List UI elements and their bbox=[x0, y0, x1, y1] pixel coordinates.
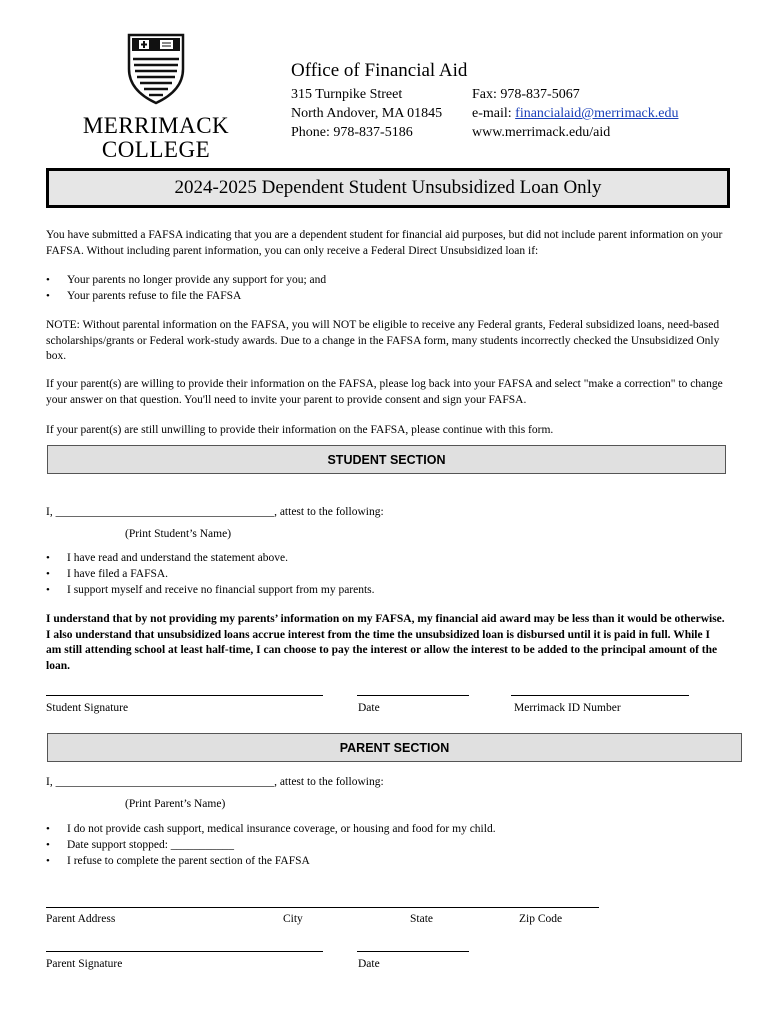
parent-bullet: • Date support stopped: ___________ bbox=[0, 837, 736, 853]
parent-section-heading: PARENT SECTION bbox=[339, 740, 450, 755]
email-link[interactable]: financialaid@merrimack.edu bbox=[515, 106, 679, 121]
student-signature-label: Student Signature bbox=[46, 702, 129, 714]
website-text: www.merrimack.edu/aid bbox=[472, 125, 611, 140]
student-attest-line[interactable]: I, ______________________________________, attest to the following: bbox=[46, 506, 384, 518]
parent-state-label: State bbox=[410, 913, 433, 925]
college-name-line2: COLLEGE bbox=[101, 137, 211, 162]
student-id-label: Merrimack ID Number bbox=[514, 702, 621, 714]
parent-section-header bbox=[47, 733, 742, 762]
contact-online-block bbox=[472, 85, 678, 142]
intro-bullet: • Your parents refuse to file the FAFSA bbox=[0, 288, 736, 304]
student-id-line[interactable] bbox=[511, 695, 689, 696]
parent-zip-label: Zip Code bbox=[519, 913, 563, 925]
correction-paragraph: If your parent(s) are willing to provide their information on the FAFSA, please log back into your FAFSA and select "make a correction" to change your answer on that question. You'll need to invite your parent to provide consent and sign your FAFSA. bbox=[46, 378, 723, 406]
college-wordmark bbox=[80, 114, 232, 162]
fax-number: Fax: 978-837-5067 bbox=[472, 87, 580, 102]
contact-address-block bbox=[291, 85, 442, 142]
address-line2: North Andover, MA 01845 bbox=[291, 106, 443, 121]
print-parent-name-label: (Print Parent’s Name) bbox=[125, 798, 226, 810]
student-bullet: • I have filed a FAFSA. bbox=[0, 566, 736, 582]
office-title: Office of Financial Aid bbox=[291, 60, 468, 81]
parent-attest-line[interactable]: I, ______________________________________, attest to the following: bbox=[46, 776, 384, 788]
parent-address-label: Parent Address bbox=[46, 913, 116, 925]
parent-bullet-list bbox=[0, 821, 736, 869]
student-bullet: • I have read and understand the statement above. bbox=[0, 550, 736, 566]
print-student-name-label: (Print Student’s Name) bbox=[125, 528, 232, 540]
parent-city-label: City bbox=[283, 913, 303, 925]
student-bullet-list bbox=[0, 550, 736, 598]
note-paragraph: NOTE: Without parental information on the FAFSA, you will NOT be eligible to receive any Federal grants, Federal subsidized loans, need-based scholarships/grants or Federal work-study awards. Due to a change in the FAFSA form, many students incorrectly checked the Unsubsidized Only box. bbox=[46, 319, 720, 362]
continue-paragraph: If your parent(s) are still unwilling to provide their information on the FAFSA, please continue with this form. bbox=[46, 424, 554, 436]
intro-paragraph: You have submitted a FAFSA indicating that you are a dependent student for financial aid purposes, but did not include parent information on your FAFSA. Without including parent information, you can only receive a Federal Direct Unsubsidized loan if: bbox=[46, 229, 723, 257]
intro-bullet: • Your parents no longer provide any support for you; and bbox=[0, 272, 736, 288]
student-section-header bbox=[47, 445, 726, 474]
student-date-label: Date bbox=[358, 702, 380, 714]
parent-signature-line[interactable] bbox=[46, 951, 323, 952]
college-shield-logo bbox=[127, 33, 185, 105]
student-bullet: • I support myself and receive no financial support from my parents. bbox=[0, 582, 736, 598]
address-line1: 315 Turnpike Street bbox=[291, 87, 403, 102]
college-name-line1: MERRIMACK bbox=[82, 113, 230, 138]
intro-bullet-list bbox=[0, 272, 736, 304]
phone-number: Phone: 978-837-5186 bbox=[291, 125, 413, 140]
student-signature-line[interactable] bbox=[46, 695, 323, 696]
parent-bullet: • I do not provide cash support, medical insurance coverage, or housing and food for my child. bbox=[0, 821, 736, 837]
student-date-line[interactable] bbox=[357, 695, 469, 696]
form-title-box bbox=[46, 168, 730, 208]
form-title: 2024-2025 Dependent Student Unsubsidized Loan Only bbox=[174, 177, 602, 198]
parent-address-line[interactable] bbox=[46, 907, 599, 908]
parent-date-label: Date bbox=[358, 958, 380, 970]
email-prefix: e-mail: bbox=[472, 106, 516, 121]
student-acknowledgement: I understand that by not providing my parents’ information on my FAFSA, my financial aid award may be less than it would be otherwise. I also understand that unsubsidized loans accrue interest from the time the unsubsidized loan is disbursed until it is paid in full. While I am still attending school at least half-time, I can choose to pay the interest or allow the interest to be added to the principal amount of the loan. bbox=[46, 613, 725, 672]
email-row bbox=[472, 104, 678, 123]
parent-bullet: • I refuse to complete the parent section of the FAFSA bbox=[0, 853, 736, 869]
student-section-heading: STUDENT SECTION bbox=[327, 452, 446, 467]
parent-signature-label: Parent Signature bbox=[46, 958, 123, 970]
parent-date-line[interactable] bbox=[357, 951, 469, 952]
